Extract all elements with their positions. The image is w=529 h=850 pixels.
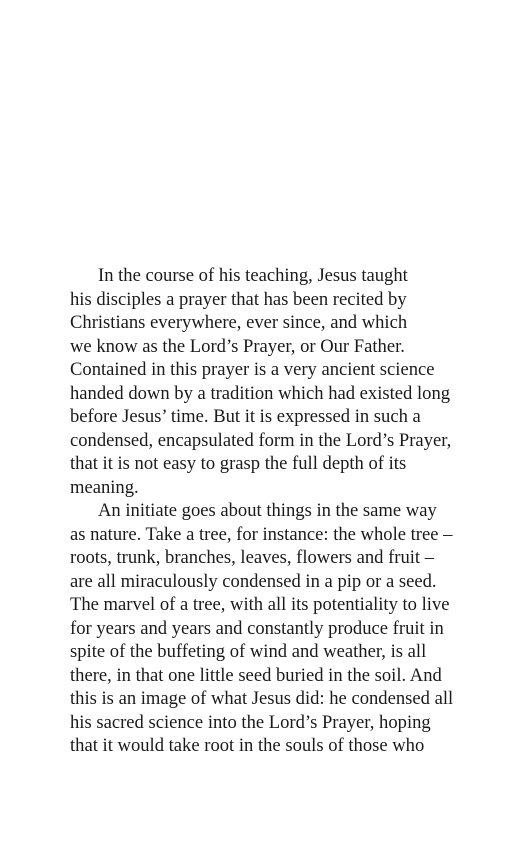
text-line: his sacred science into the Lord’s Prayer, hoping (70, 711, 431, 733)
text-line: condensed, encapsulated form in the Lord’s Prayer, (70, 429, 452, 451)
text-line: that it would take root in the souls of those who (70, 735, 425, 756)
text-line: are all miraculously condensed in a pip or a seed. (70, 570, 437, 592)
body-text (70, 264, 468, 758)
text-line: Christians everywhere, ever since, and which (70, 312, 408, 333)
text-line: An initiate goes about things in the same way (98, 500, 437, 521)
text-line: meaning. (70, 476, 139, 498)
text-line: handed down by a tradition which had existed long (70, 382, 451, 404)
text-line: we know as the Lord’s Prayer, or Our Father. (70, 335, 405, 357)
text-line: as nature. Take a tree, for instance: the whole tree – (70, 523, 453, 545)
text-line: there, in that one little seed buried in the soil. And (70, 664, 442, 686)
text-line: The marvel of a tree, with all its potentiality to live (70, 594, 450, 615)
text-line: In the course of his teaching, Jesus taught (98, 265, 408, 286)
text-line: for years and years and constantly produce fruit in (70, 617, 444, 639)
text-line: this is an image of what Jesus did: he condensed all (70, 688, 454, 709)
paragraph (70, 499, 468, 758)
text-line: before Jesus’ time. But it is expressed in such a (70, 406, 421, 427)
text-line: that it is not easy to grasp the full depth of its (70, 453, 407, 474)
text-line: roots, trunk, branches, leaves, flowers and fruit – (70, 547, 435, 568)
text-line: his disciples a prayer that has been recited by (70, 288, 407, 310)
paragraph (70, 264, 468, 499)
text-line: spite of the buffeting of wind and weather, is all (70, 641, 427, 662)
text-line: Contained in this prayer is a very ancient science (70, 359, 435, 380)
